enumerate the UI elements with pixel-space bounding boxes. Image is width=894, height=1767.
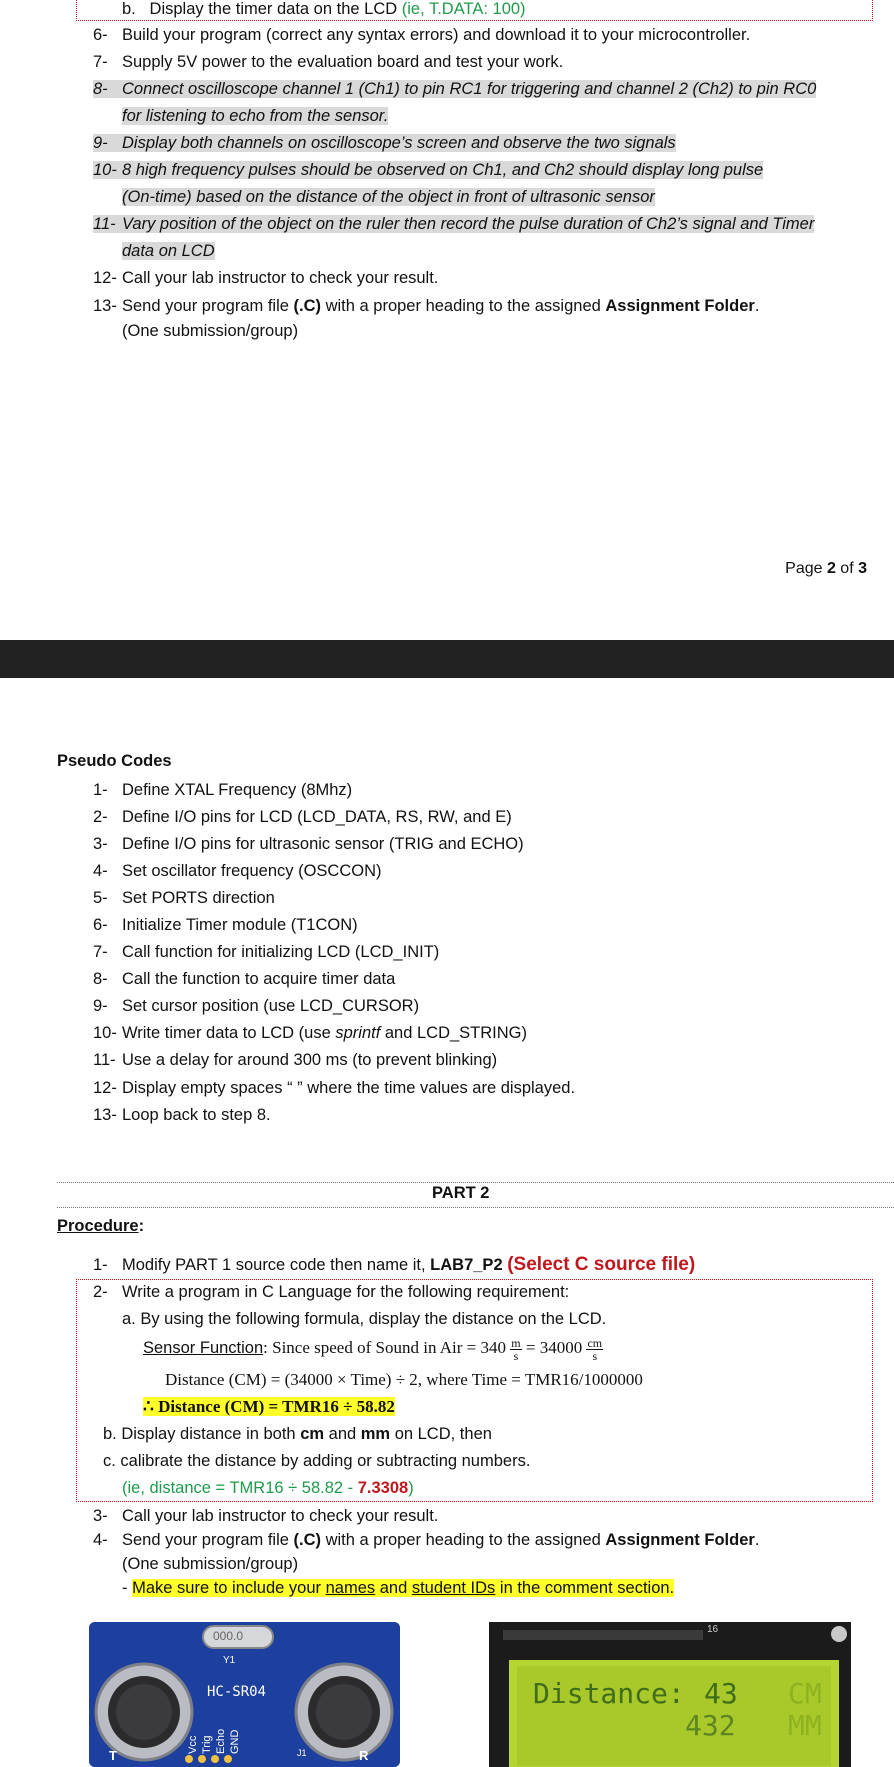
step-text: Call your lab instructor to check your result. bbox=[122, 269, 439, 287]
step-text: a. By using the following formula, display the distance on the LCD. bbox=[122, 1310, 607, 1328]
step-11 bbox=[93, 211, 864, 237]
step-number: 13- bbox=[93, 297, 117, 315]
step-text: . bbox=[754, 1531, 760, 1549]
pseudo-6 bbox=[93, 912, 864, 938]
step-5b-prefix: b. bbox=[122, 0, 136, 18]
pseudo-1 bbox=[93, 777, 864, 803]
unit-cm-per-s bbox=[586, 1337, 603, 1362]
step-number: 8- bbox=[93, 970, 108, 988]
step-number: 11- bbox=[93, 215, 116, 233]
note-text: in the comment section. bbox=[495, 1579, 675, 1597]
step-number: 4- bbox=[93, 1531, 108, 1549]
distance-result bbox=[143, 1394, 864, 1420]
step-5b bbox=[122, 0, 864, 22]
j1-label: J1 bbox=[297, 1748, 307, 1758]
step-text: Modify PART 1 source code then name it, bbox=[122, 1256, 431, 1274]
step-number: 7- bbox=[93, 53, 108, 71]
ultrasonic-sensor-photo bbox=[89, 1622, 400, 1767]
example-offset: 7.3308 bbox=[357, 1479, 409, 1497]
unit-numerator: cm bbox=[587, 1335, 603, 1350]
step-13 bbox=[93, 293, 864, 319]
step-number: 2- bbox=[93, 1283, 108, 1301]
folder-name: Assignment Folder bbox=[605, 297, 755, 315]
step-text: (On-time) based on the distance of the object in front of ultrasonic sensor bbox=[122, 188, 655, 206]
proc-2b bbox=[103, 1421, 864, 1447]
step-10-cont bbox=[122, 184, 864, 210]
step-text: on LCD, then bbox=[390, 1425, 492, 1443]
step-text: Send your program file bbox=[122, 1531, 294, 1549]
lcd-label: Distance: bbox=[533, 1677, 685, 1710]
transmitter-label: T bbox=[109, 1748, 117, 1763]
step-5b-text: Display the timer data on the LCD bbox=[149, 0, 398, 18]
step-text: Write timer data to LCD (use bbox=[122, 1024, 336, 1042]
pin-labels bbox=[187, 1710, 267, 1754]
step-number: 6- bbox=[93, 26, 108, 44]
sensor-function bbox=[143, 1333, 864, 1363]
step-12 bbox=[93, 265, 864, 291]
step-text: Use a delay for around 300 ms (to prevent blinking) bbox=[122, 1051, 498, 1069]
pin-trig: Trig bbox=[201, 1735, 213, 1754]
pseudo-11 bbox=[93, 1047, 864, 1073]
step-text: Supply 5V power to the evaluation board and test your work. bbox=[122, 53, 564, 71]
step-number: 9- bbox=[93, 997, 108, 1015]
pin-gnd: GND bbox=[229, 1729, 241, 1754]
lcd-line-1 bbox=[533, 1677, 822, 1710]
step-text: and LCD_STRING) bbox=[380, 1024, 528, 1042]
step-number: 6- bbox=[93, 916, 108, 934]
pseudo-10 bbox=[93, 1020, 864, 1046]
folder-name: Assignment Folder bbox=[605, 1531, 755, 1549]
step-number: 5- bbox=[93, 889, 108, 907]
file-ext: (.C) bbox=[293, 1531, 322, 1549]
step-6 bbox=[93, 22, 864, 48]
step-text: Set cursor position (use LCD_CURSOR) bbox=[122, 997, 420, 1015]
proc-4-cont bbox=[122, 1551, 864, 1577]
unit-m-per-s bbox=[510, 1337, 521, 1362]
step-11-cont bbox=[122, 238, 864, 264]
step-text: Call the function to acquire timer data bbox=[122, 970, 396, 988]
page-footer bbox=[785, 560, 867, 578]
distance-result-text: ∴ Distance (CM) = TMR16 ÷ 58.82 bbox=[143, 1397, 395, 1416]
step-text: Write a program in C Language for the following requirement: bbox=[122, 1283, 570, 1301]
proc-2c bbox=[103, 1448, 864, 1474]
pseudo-4 bbox=[93, 858, 864, 884]
pin-echo: Echo bbox=[215, 1728, 227, 1754]
pseudo-9 bbox=[93, 993, 864, 1019]
step-text: c. calibrate the distance by adding or subtracting numbers. bbox=[103, 1452, 531, 1470]
sensor-function-label: Sensor Function bbox=[143, 1339, 264, 1357]
unit-mm: mm bbox=[360, 1425, 391, 1443]
lcd-photo bbox=[489, 1622, 851, 1767]
step-number: 13- bbox=[93, 1106, 117, 1124]
step-text: (One submission/group) bbox=[122, 1555, 299, 1573]
footer-current: 2 bbox=[826, 560, 836, 577]
step-text: Loop back to step 8. bbox=[122, 1106, 271, 1124]
part-title: PART 2 bbox=[432, 1184, 490, 1202]
note-names: names bbox=[325, 1579, 376, 1597]
pin-vcc: Vcc bbox=[187, 1735, 199, 1754]
step-text: . bbox=[754, 297, 760, 315]
step-text: data on LCD bbox=[122, 242, 215, 260]
proc-2c-example bbox=[122, 1475, 864, 1501]
step-text: Call function for initializing LCD (LCD_INIT) bbox=[122, 943, 440, 961]
model-label: HC-SR04 bbox=[207, 1684, 267, 1700]
unit-denominator: s bbox=[592, 1348, 598, 1363]
lcd-mm-unit: MM bbox=[788, 1709, 822, 1742]
page-separator bbox=[0, 640, 894, 678]
pseudo-13 bbox=[93, 1102, 864, 1128]
step-text: Define XTAL Frequency (8Mhz) bbox=[122, 781, 353, 799]
y1-label: Y1 bbox=[223, 1655, 236, 1666]
pseudo-5 bbox=[93, 885, 864, 911]
step-8 bbox=[93, 76, 864, 102]
pseudo-3 bbox=[93, 831, 864, 857]
proc-4 bbox=[93, 1527, 864, 1553]
lcd-cm-unit: CM bbox=[788, 1677, 822, 1710]
step-text: Define I/O pins for ultrasonic sensor (TRIG and ECHO) bbox=[122, 835, 524, 853]
procedure-heading bbox=[57, 1217, 144, 1236]
step-text: Define I/O pins for LCD (LCD_DATA, RS, RW, and E) bbox=[122, 808, 512, 826]
lcd-mm-value: 432 bbox=[685, 1709, 736, 1742]
step-number: 2- bbox=[93, 808, 108, 826]
step-text: for listening to echo from the sensor. bbox=[122, 107, 389, 125]
source-type-note: (Select C source file) bbox=[507, 1254, 696, 1275]
procedure-colon: : bbox=[138, 1217, 145, 1235]
note-dash: - bbox=[122, 1579, 133, 1597]
note-text: Make sure to include your bbox=[132, 1579, 326, 1597]
step-text: Build your program (correct any syntax errors) and download it to your microcontroller. bbox=[122, 26, 751, 44]
step-text: Set oscillator frequency (OSCCON) bbox=[122, 862, 382, 880]
step-text: Connect oscilloscope channel 1 (Ch1) to pin RC1 for triggering and channel 2 (Ch2) to pin RC0 bbox=[122, 80, 817, 98]
step-number: 12- bbox=[93, 269, 117, 287]
part-rule-bottom bbox=[57, 1207, 894, 1208]
step-number: 3- bbox=[93, 835, 108, 853]
pseudo-8 bbox=[93, 966, 864, 992]
procedure-label: Procedure bbox=[57, 1217, 139, 1235]
step-13-cont bbox=[122, 318, 864, 344]
step-text: Set PORTS direction bbox=[122, 889, 275, 907]
proc-1 bbox=[93, 1252, 864, 1278]
step-text: 8 high frequency pulses should be observed on Ch1, and Ch2 should display long pulse bbox=[122, 161, 764, 179]
step-10 bbox=[93, 157, 864, 183]
unit-numerator: m bbox=[511, 1335, 521, 1350]
step-number: 9- bbox=[93, 134, 108, 152]
footer-text: Page bbox=[785, 560, 827, 577]
example-text: (ie, distance = TMR16 ÷ 58.82 - bbox=[122, 1479, 358, 1497]
step-number: 7- bbox=[93, 943, 108, 961]
step-text: with a proper heading to the assigned bbox=[321, 297, 606, 315]
step-number: 8- bbox=[93, 80, 108, 98]
sensor-function-text: : Since speed of Sound in Air = 340 bbox=[263, 1338, 507, 1357]
step-number: 1- bbox=[93, 781, 108, 799]
step-text: Vary position of the object on the ruler then record the pulse duration of Ch2’s signal and Timer bbox=[122, 215, 815, 233]
step-text: and bbox=[324, 1425, 361, 1443]
step-text: Display both channels on oscilloscope’s screen and observe the two signals bbox=[122, 134, 676, 152]
step-7 bbox=[93, 49, 864, 75]
lcd-corner-label: 16 bbox=[707, 1624, 719, 1635]
example-text: ) bbox=[408, 1479, 414, 1497]
proc-3 bbox=[93, 1503, 864, 1529]
file-name: LAB7_P2 bbox=[430, 1256, 503, 1274]
proc-2a bbox=[122, 1306, 864, 1332]
step-5b-example: (ie, T.DATA: 100) bbox=[401, 0, 526, 18]
note-ids: student IDs bbox=[411, 1579, 496, 1597]
step-text: Call your lab instructor to check your result. bbox=[122, 1507, 439, 1525]
footer-total: 3 bbox=[858, 560, 867, 577]
step-number: 4- bbox=[93, 862, 108, 880]
sensor-function-value: = 34000 bbox=[521, 1338, 583, 1357]
step-number: 3- bbox=[93, 1507, 108, 1525]
footer-text: of bbox=[835, 560, 859, 577]
unit-denominator: s bbox=[513, 1348, 519, 1363]
step-number: 12- bbox=[93, 1079, 117, 1097]
step-text: (One submission/group) bbox=[122, 322, 299, 340]
pseudo-title: Pseudo Codes bbox=[57, 752, 172, 770]
receiver-label: R bbox=[359, 1748, 369, 1763]
page-2-bottom bbox=[0, 0, 894, 640]
pseudo-12 bbox=[93, 1075, 864, 1101]
unit-cm: cm bbox=[300, 1425, 325, 1443]
step-text: Initialize Timer module (T1CON) bbox=[122, 916, 358, 934]
crystal-label: 000.0 bbox=[213, 1629, 244, 1643]
step-text: Display empty spaces “ ” where the time values are displayed. bbox=[122, 1079, 576, 1097]
comment-note bbox=[122, 1575, 864, 1601]
pseudo-2 bbox=[93, 804, 864, 830]
step-8-cont bbox=[122, 103, 864, 129]
step-number: 1- bbox=[93, 1256, 108, 1274]
step-number: 11- bbox=[93, 1051, 116, 1069]
file-ext: (.C) bbox=[293, 297, 322, 315]
step-text: Send your program file bbox=[122, 297, 294, 315]
lcd-line-2 bbox=[533, 1710, 833, 1742]
step-text: with a proper heading to the assigned bbox=[321, 1531, 606, 1549]
note-text: and bbox=[375, 1579, 412, 1597]
lcd-cm-value: 43 bbox=[704, 1677, 738, 1710]
step-text-italic: sprintf bbox=[335, 1024, 381, 1042]
proc-2 bbox=[93, 1279, 864, 1305]
part-rule-top bbox=[57, 1182, 894, 1183]
pseudo-7 bbox=[93, 939, 864, 965]
step-text: b. Display distance in both bbox=[103, 1425, 301, 1443]
step-number: 10- bbox=[93, 161, 117, 179]
step-number: 10- bbox=[93, 1024, 117, 1042]
step-9 bbox=[93, 130, 864, 156]
distance-formula: Distance (CM) = (34000 × Time) ÷ 2, where Time = TMR16/1000000 bbox=[165, 1370, 643, 1389]
